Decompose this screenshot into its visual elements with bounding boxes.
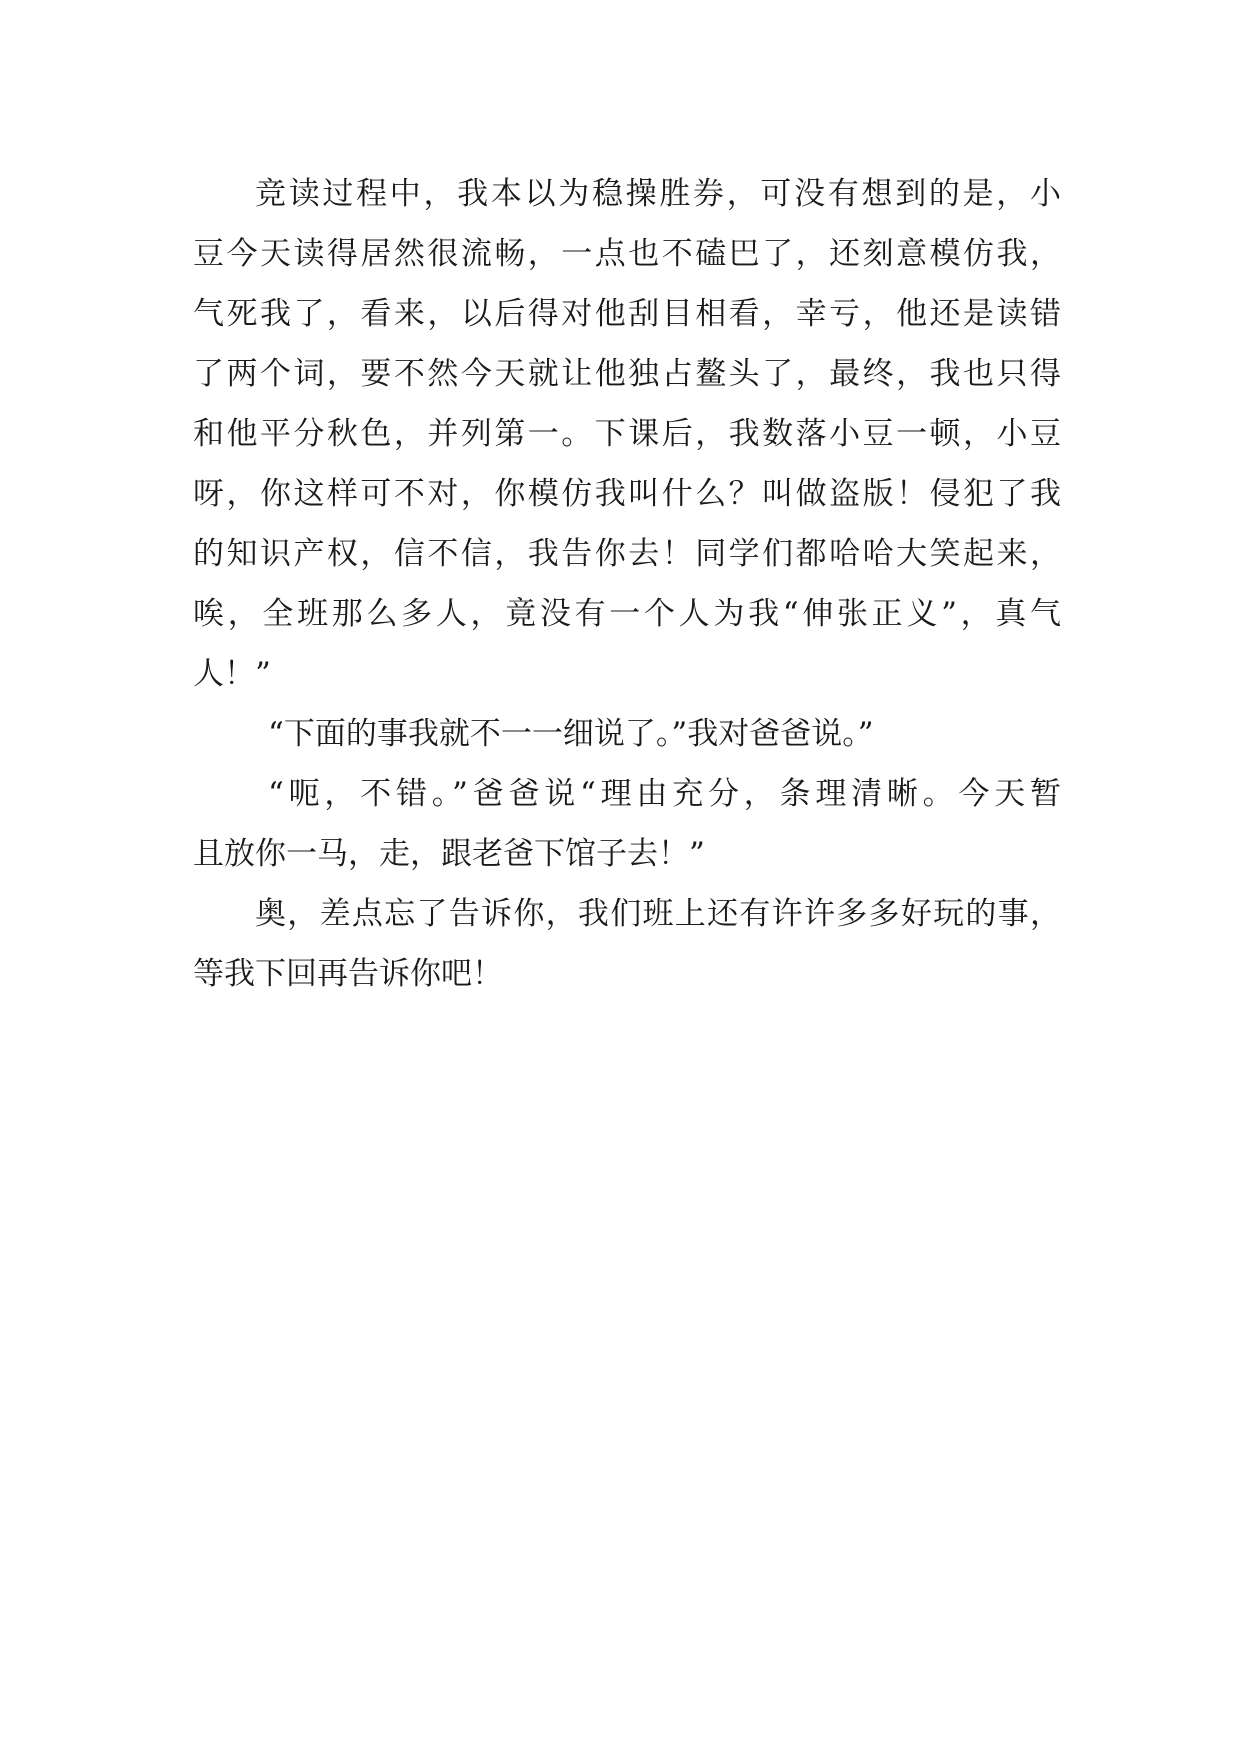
paragraph-2 [193, 704, 1061, 764]
text-line: 奥，差点忘了告诉你，我们班上还有许许多多好玩的事， [255, 896, 1061, 932]
text-line: 且放你一马，走，跟老爸下馆子去！” [193, 836, 705, 872]
paragraph-1 [193, 164, 1061, 704]
text-line: 等我下回再告诉你吧！ [193, 956, 503, 992]
text-line: “下面的事我就不一一细说了。”我对爸爸说。” [268, 716, 874, 752]
text-line: 气死我了，看来，以后得对他刮目相看，幸亏，他还是读错 [193, 296, 1061, 332]
paragraph-4 [193, 884, 1061, 1004]
text-line: 的知识产权，信不信，我告你去！同学们都哈哈大笑起来， [193, 536, 1061, 572]
text-line: 呀，你这样可不对，你模仿我叫什么？叫做盗版！侵犯了我 [193, 476, 1061, 512]
text-line: “呃，不错。”爸爸说“理由充分，条理清晰。今天暂 [268, 776, 1061, 812]
paragraph-3 [193, 764, 1061, 884]
text-line: 豆今天读得居然很流畅，一点也不磕巴了，还刻意模仿我， [193, 236, 1061, 272]
text-line: 人！” [193, 656, 271, 692]
text-line: 和他平分秋色，并列第一。下课后，我数落小豆一顿，小豆 [193, 416, 1061, 452]
body-text [193, 164, 1061, 1004]
text-line: 唉，全班那么多人，竟没有一个人为我“伸张正义”，真气 [193, 596, 1061, 632]
text-line: 了两个词，要不然今天就让他独占鳌头了，最终，我也只得 [193, 356, 1061, 392]
text-line: 竞读过程中，我本以为稳操胜券，可没有想到的是，小 [255, 176, 1061, 212]
